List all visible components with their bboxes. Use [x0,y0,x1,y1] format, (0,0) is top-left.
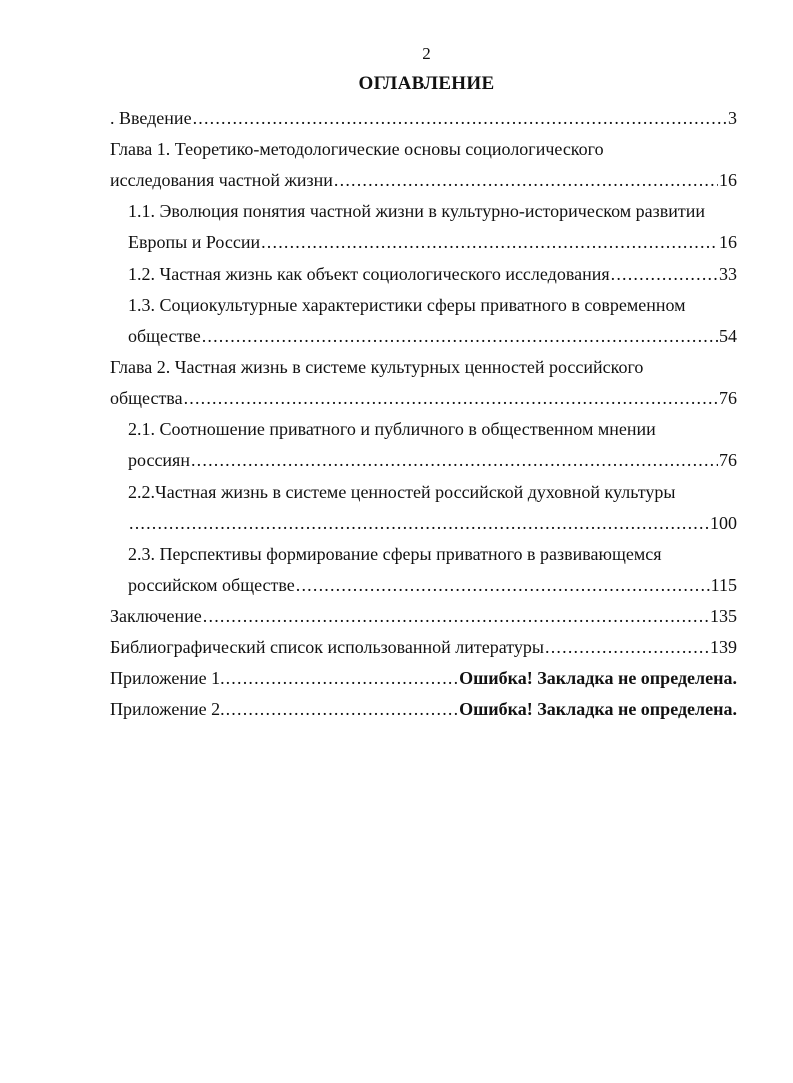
toc-entry-section-1-3-line1[interactable] [128,292,737,318]
toc-page-number: 139 [710,637,737,657]
toc-entry-text: Библиографический список использованной литературы [110,637,545,657]
toc-entry-text: 1.1. Эволюция понятия частной жизни в культурно-историческом развитии [128,201,705,221]
toc-entry-text: 1.2. Частная жизнь как объект социологического исследования [128,264,610,284]
toc-entry-appendix-2[interactable] [110,696,737,722]
toc-entry-appendix-1[interactable] [110,665,737,691]
toc-entry-text: Заключение [110,606,202,626]
toc-entry-text: Глава 2. Частная жизнь в системе культурных ценностей российского [110,357,644,377]
dot-leader [129,510,709,536]
toc-entry-section-2-1-line1[interactable] [128,416,737,442]
page-title: ОГЛАВЛЕНИЕ [358,73,495,94]
toc-entry-bibliography[interactable] [110,634,737,660]
dot-leader [334,167,718,193]
toc-page-number: 135 [710,606,737,626]
toc-entry-section-1-1-line1[interactable] [128,198,737,224]
dot-leader [261,229,718,255]
toc-entry-chapter-2-line2[interactable] [110,385,737,411]
dot-leader [193,105,727,131]
toc-entry-section-1-1-line2[interactable] [128,229,737,255]
toc-entry-section-2-3-line2[interactable] [128,572,737,598]
toc-entry-section-1-2[interactable] [128,261,737,287]
toc-entry-chapter-1-line2[interactable] [110,167,737,193]
toc-entry-text: 2.2.Частная жизнь в системе ценностей российской духовной культуры [128,482,676,502]
toc-entry-text: 2.1. Соотношение приватного и публичного в общественном мнении [128,419,656,439]
toc-entry-text: общества [110,388,183,408]
toc-entry-chapter-2-line1[interactable] [110,354,737,380]
toc-page-number: 76 [719,450,737,470]
toc-entry-section-1-3-line2[interactable] [128,323,737,349]
dot-leader [202,323,718,349]
dot-leader [545,634,709,660]
dot-leader [191,447,718,473]
dot-leader [226,696,459,722]
toc-entry-text: российском обществе [128,575,295,595]
dot-leader [296,572,710,598]
toc-entry-text: 1.3. Социокультурные характеристики сферы приватного в современном [128,295,686,315]
toc-page-number: 115 [710,575,737,595]
toc-entry-section-2-3-line1[interactable] [128,541,737,567]
toc-page-number: 33 [719,264,737,284]
toc-entry-section-2-1-line2[interactable] [128,447,737,473]
toc-entry-conclusion[interactable] [110,603,737,629]
toc-entry-text: Глава 1. Теоретико-методологические основы социологического [110,139,604,159]
toc-page-number: 16 [719,170,737,190]
toc-entry-text: . Введение [110,108,192,128]
dot-leader [226,665,459,691]
toc-page-number: 100 [710,513,737,533]
bookmark-error-text: Ошибка! Закладка не определена. [459,699,737,719]
toc-entry-text: Приложение 1. [110,668,225,688]
toc-entry-text: Приложение 2. [110,699,225,719]
bookmark-error-text: Ошибка! Закладка не определена. [459,668,737,688]
toc-entry-text: обществе [128,326,201,346]
toc-entry-section-2-2-line1[interactable] [128,479,737,505]
dot-leader [611,261,718,287]
toc-page-number: 54 [719,326,737,346]
toc-entry-section-2-2-line2[interactable] [128,510,737,536]
toc-page-number: 76 [719,388,737,408]
toc-entry-text: Европы и России [128,232,261,252]
toc-page-number: 3 [728,108,737,128]
toc-entry-introduction[interactable] [110,105,737,131]
toc-entry-text: россиян [128,450,190,470]
dot-leader [203,603,709,629]
dot-leader [184,385,718,411]
toc-page-number: 16 [719,232,737,252]
toc-entry-text: 2.3. Перспективы формирование сферы приватного в развивающемся [128,544,662,564]
page-number: 2 [422,44,431,63]
toc-entry-text: исследования частной жизни [110,170,333,190]
toc-entry-chapter-1-line1[interactable] [110,136,737,162]
